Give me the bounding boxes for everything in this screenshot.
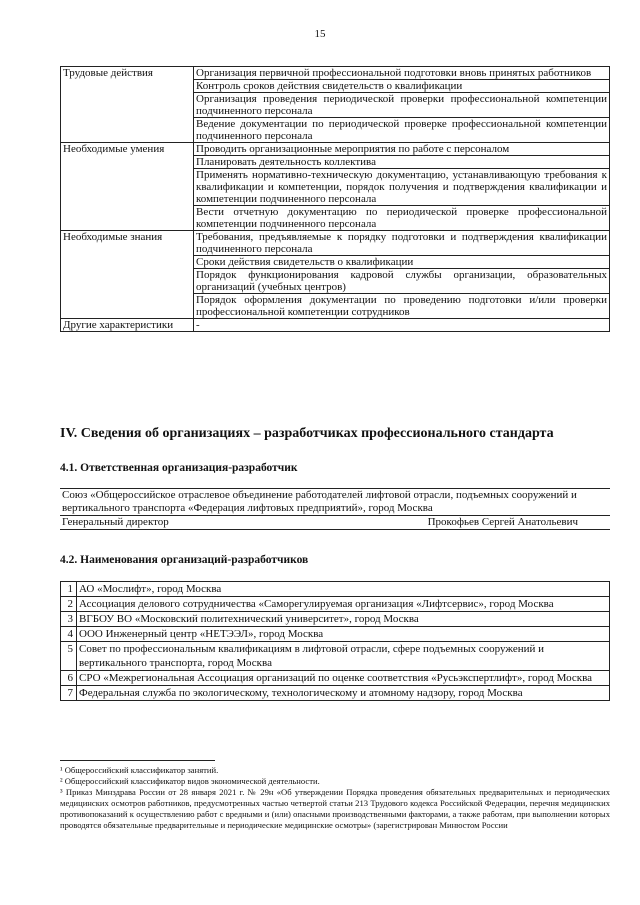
qual-row	[61, 67, 610, 80]
developer-number: 3	[61, 612, 77, 627]
developer-number: 2	[61, 597, 77, 612]
director-row	[60, 516, 610, 530]
developer-name: АО «Мослифт», город Москва	[77, 582, 610, 597]
developer-name: ООО Инженерный центр «НЕТЭЭЛ», город Москва	[77, 627, 610, 642]
footnotes	[60, 765, 610, 831]
qual-row	[61, 143, 610, 156]
developer-name: Федеральная служба по экологическому, технологическому и атомному надзору, город Москва	[77, 686, 610, 701]
qual-section-label: Необходимые умения	[61, 143, 194, 231]
qual-row	[61, 231, 610, 256]
developer-row	[61, 597, 610, 612]
section-4-1-heading: 4.1. Ответственная организация-разработчик	[60, 462, 298, 474]
qual-item: Организация первичной профессиональной подготовки вновь принятых работников	[194, 67, 610, 80]
director-label: Генеральный директор	[62, 516, 169, 528]
developer-row	[61, 642, 610, 671]
developer-number: 7	[61, 686, 77, 701]
qual-item: Ведение документации по периодической проверке профессиональной компетенции подчиненного персонала	[194, 118, 610, 143]
footnote: ³ Приказ Минздрава России от 28 января 2021 г. № 29н «Об утверждении Порядка проведения обязательных предварительных и периодических медицинских осмотров работников, предусмотренных частью четвертой статьи 213 Трудового кодекса Российской Федерации, перечня медицинских противопоказаний к осуществлению работ с вредными и (или) опасными производственными факторами, а также работам, при выполнении которых проводятся обязательные предварительные и периодические медицинские осмотры» (зарегистрирован Минюстом России	[60, 787, 610, 830]
developer-name: СРО «Межрегиональная Ассоциация организаций по оценке соответствия «Русьэкспертлифт», город Москва	[77, 671, 610, 686]
developer-number: 5	[61, 642, 77, 671]
qual-section-label: Другие характеристики	[61, 319, 194, 332]
developer-row	[61, 612, 610, 627]
qual-item: Требования, предъявляемые к порядку подготовки и подтверждения квалификации подчиненного персонала	[194, 231, 610, 256]
director-name: Прокофьев Сергей Анатольевич	[427, 516, 578, 528]
page-number: 15	[314, 28, 326, 40]
qual-row	[61, 319, 610, 332]
developer-row	[61, 686, 610, 701]
developer-orgs-table	[60, 581, 610, 701]
developer-number: 6	[61, 671, 77, 686]
qualification-table	[60, 66, 610, 332]
qual-item: Контроль сроков действия свидетельств о квалификации	[194, 80, 610, 93]
qual-item: Вести отчетную документацию по периодической проверке профессиональной компетенции подчиненного персонала	[194, 206, 610, 231]
developer-row	[61, 671, 610, 686]
qual-item: Сроки действия свидетельств о квалификации	[194, 256, 610, 269]
qual-section-label: Необходимые знания	[61, 231, 194, 319]
developer-row	[61, 627, 610, 642]
responsible-org-name: Союз «Общероссийское отраслевое объединение работодателей лифтовой отрасли, подъемных сооружений и вертикального транспорта «Федерация лифтовых предприятий», город Москва	[60, 489, 610, 516]
qual-item: Проводить организационные мероприятия по работе с персоналом	[194, 143, 610, 156]
qual-item: Порядок функционирования кадровой службы организации, образовательных организаций (учебных центров)	[194, 269, 610, 294]
developer-number: 1	[61, 582, 77, 597]
footnote: ¹ Общероссийский классификатор занятий.	[60, 765, 219, 775]
developer-row	[61, 582, 610, 597]
section-4-2-heading: 4.2. Наименования организаций-разработчиков	[60, 554, 309, 566]
footnote-divider	[60, 760, 215, 761]
developer-number: 4	[61, 627, 77, 642]
qual-section-label: Трудовые действия	[61, 67, 194, 143]
section-4-heading: IV. Сведения об организациях – разработчиках профессионального стандарта	[60, 426, 554, 441]
developer-name: ВГБОУ ВО «Московский политехнический университет», город Москва	[77, 612, 610, 627]
responsible-org-row	[60, 489, 610, 516]
responsible-org-table	[60, 488, 610, 530]
footnote: ² Общероссийский классификатор видов экономической деятельности.	[60, 776, 320, 786]
qual-item: Применять нормативно-техническую документацию, устанавливающую требования к квалификации и компетенции, порядок получения и подтверждения квалификации и компетенции подчиненного персонала	[194, 169, 610, 206]
developer-name: Совет по профессиональным квалификациям в лифтовой отрасли, сфере подъемных сооружений и вертикального транспорта, город Москва	[77, 642, 610, 671]
qual-item: Планировать деятельность коллектива	[194, 156, 610, 169]
qual-item: Порядок оформления документации по проведению подготовки и/или проверки профессиональной компетенции сотрудников	[194, 294, 610, 319]
qual-item: -	[194, 319, 610, 332]
qual-item: Организация проведения периодической проверки профессиональной компетенции подчиненного персонала	[194, 93, 610, 118]
developer-name: Ассоциация делового сотрудничества «Саморегулируемая организация «Лифтсервис», город Москва	[77, 597, 610, 612]
